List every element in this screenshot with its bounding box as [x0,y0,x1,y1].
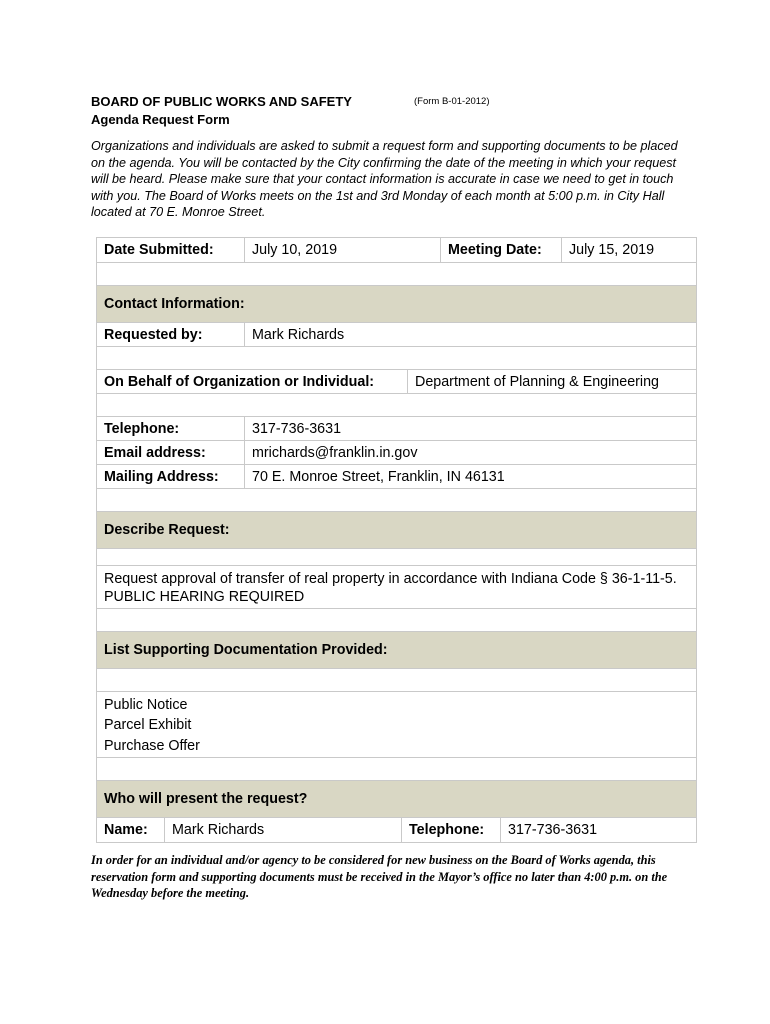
requested-by-field[interactable]: Mark Richards [252,326,345,343]
presenter-phone-label: Telephone: [402,818,501,842]
doc-item: Parcel Exhibit [104,717,192,734]
docs-section-heading: List Supporting Documentation Provided: [97,632,696,669]
spacer-row [97,758,696,781]
form-code: (Form B-01-2012) [414,96,490,107]
contact-section-heading: Contact Information: [97,286,696,323]
mailing-label: Mailing Address: [97,465,245,488]
spacer-row [97,609,696,632]
meeting-date-label: Meeting Date: [441,238,562,262]
mailing-field[interactable]: 70 E. Monroe Street, Franklin, IN 46131 [252,468,505,485]
agenda-request-form [96,237,697,843]
form-subtitle: Agenda Request Form [91,112,230,127]
title-line [91,94,691,111]
date-submitted-label: Date Submitted: [97,238,245,262]
date-submitted-field[interactable]: July 10, 2019 [245,238,441,262]
mailing-row [97,465,696,489]
form-header [91,94,691,221]
telephone-label: Telephone: [97,417,245,440]
doc-item: Public Notice [104,697,188,713]
docs-row [97,692,696,758]
presenter-phone-field[interactable]: 317-736-3631 [508,822,598,838]
presenter-row [97,818,696,842]
describe-section-heading: Describe Request: [97,512,696,549]
intro-paragraph: Organizations and individuals are asked to submit a request form and supporting documents to be placed on the agenda. You will be contacted by the City confirming the date of the meeting in which your request will be heard. Please make sure that your contact information is accurate in case we need to get in touch with you. The Board of Works meets on the 1st and 3rd Monday of each month at 5:00 p.m. in City Hall located at 70 E. Monroe Street. [91,139,678,220]
describe-field[interactable]: Request approval of transfer of real property in accordance with Indiana Code § 36-1-11-5. PUBLIC HEARING REQUIRED [104,571,677,605]
behalf-label: On Behalf of Organization or Individual: [97,370,408,393]
email-row [97,441,696,465]
requested-by-label: Requested by: [97,323,245,346]
presenter-name-label: Name: [97,818,165,842]
docs-field[interactable] [97,692,696,757]
spacer-row [97,394,696,417]
dates-row [97,238,696,263]
email-label: Email address: [97,441,245,464]
spacer-row [97,489,696,512]
spacer-row [97,549,696,566]
behalf-field[interactable]: Department of Planning & Engineering [415,373,659,390]
describe-row [97,566,696,609]
presenter-section-heading: Who will present the request? [97,781,696,818]
spacer-row [97,347,696,370]
presenter-name-field[interactable]: Mark Richards [165,818,402,842]
board-title: BOARD OF PUBLIC WORKS AND SAFETY [91,94,352,109]
spacer-row [97,263,696,286]
behalf-row [97,370,696,394]
submission-deadline-note: In order for an individual and/or agency to be considered for new business on the Board of Works agenda, this reservation form and supporting documents must be received in the Mayor’s office no later than 4:00 p.m. on the Wednesday before the meeting. [91,853,668,900]
telephone-field[interactable]: 317-736-3631 [252,420,342,437]
requested-by-row [97,323,696,347]
email-field[interactable]: mrichards@franklin.in.gov [252,444,418,461]
spacer-row [97,669,696,692]
doc-item: Purchase Offer [104,737,200,754]
meeting-date-field[interactable]: July 15, 2019 [569,242,655,258]
telephone-row [97,417,696,441]
